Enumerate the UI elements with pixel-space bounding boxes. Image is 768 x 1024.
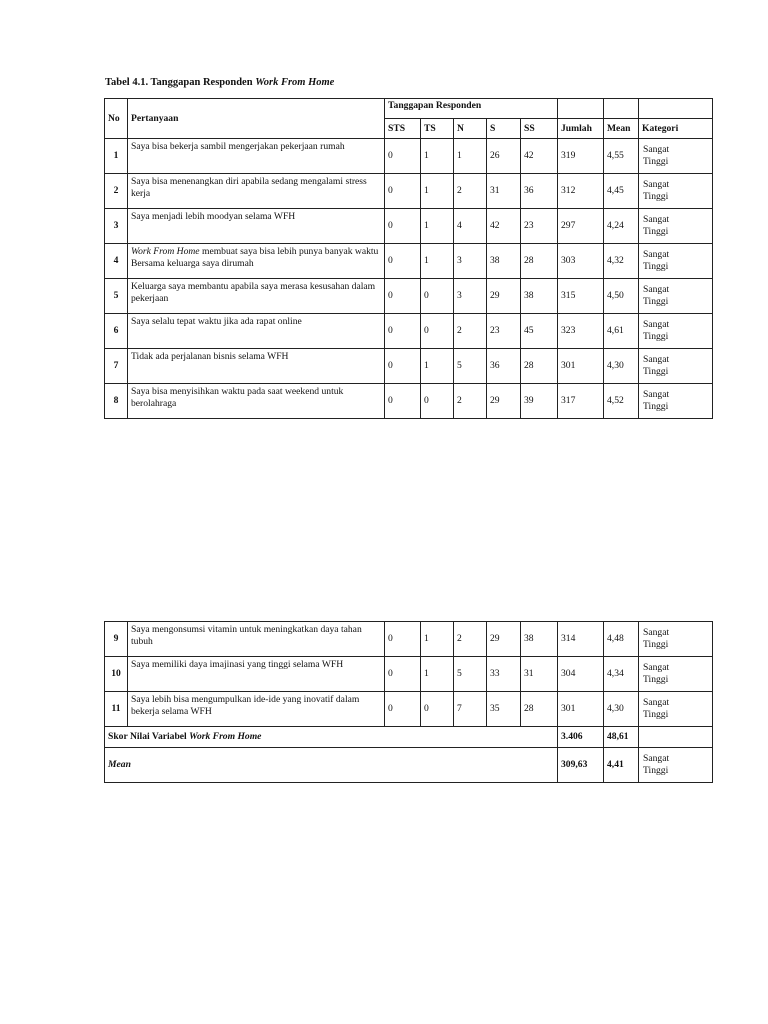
mean-label: Mean (105, 748, 558, 783)
row-kategori-line1: Sangat (643, 284, 670, 296)
responses-table-part-1 (104, 98, 713, 419)
table-row (105, 279, 713, 314)
skor-label-prefix: Skor Nilai Variabel (108, 731, 190, 742)
row-n: 1 (454, 139, 487, 174)
row-ss: 38 (521, 622, 558, 657)
row-question-text: Saya menjadi lebih moodyan selama WFH (131, 211, 296, 222)
row-ts: 1 (421, 174, 454, 209)
row-kategori (639, 657, 713, 692)
table-row (105, 692, 713, 727)
row-ss: 38 (521, 279, 558, 314)
header-row-1 (105, 99, 713, 119)
row-jumlah: 297 (558, 209, 604, 244)
table-row (105, 384, 713, 419)
row-kategori-line2: Tinggi (643, 674, 669, 685)
row-s: 23 (487, 314, 521, 349)
row-question (128, 139, 385, 174)
row-s: 29 (487, 622, 521, 657)
row-kategori-line1: Sangat (643, 319, 670, 331)
row-no: 7 (105, 349, 128, 384)
row-jumlah: 301 (558, 349, 604, 384)
row-mean: 4,50 (604, 279, 639, 314)
row-question (128, 314, 385, 349)
row-mean: 4,45 (604, 174, 639, 209)
row-mean: 4,24 (604, 209, 639, 244)
row-n: 5 (454, 349, 487, 384)
mean-row (105, 748, 713, 783)
row-jumlah: 323 (558, 314, 604, 349)
row-sts: 0 (385, 692, 421, 727)
row-kategori-line1: Sangat (643, 214, 670, 226)
row-question-text: Saya bisa menenangkan diri apabila sedang mengalami stress kerja (131, 176, 367, 199)
responses-table-part-2 (104, 621, 713, 783)
row-mean: 4,55 (604, 139, 639, 174)
row-kategori-line1: Sangat (643, 697, 670, 709)
row-ts: 1 (421, 349, 454, 384)
header-blank-kategori (639, 99, 713, 119)
table-row (105, 174, 713, 209)
row-question-text: Saya bisa menyisihkan waktu pada saat weekend untuk berolahraga (131, 386, 344, 409)
row-kategori-line1: Sangat (643, 389, 670, 401)
row-no: 2 (105, 174, 128, 209)
row-mean: 4,32 (604, 244, 639, 279)
row-ss: 23 (521, 209, 558, 244)
row-n: 3 (454, 244, 487, 279)
row-n: 3 (454, 279, 487, 314)
row-kategori-line1: Sangat (643, 179, 670, 191)
row-ts: 1 (421, 209, 454, 244)
row-kategori (639, 139, 713, 174)
row-ss: 31 (521, 657, 558, 692)
row-ts: 0 (421, 314, 454, 349)
row-kategori-line2: Tinggi (643, 709, 669, 720)
header-ts: TS (421, 119, 454, 139)
row-s: 36 (487, 349, 521, 384)
row-sts: 0 (385, 139, 421, 174)
skor-jumlah: 3.406 (558, 727, 604, 748)
mean-kategori (639, 748, 713, 783)
row-mean: 4,30 (604, 349, 639, 384)
row-kategori (639, 174, 713, 209)
row-s: 31 (487, 174, 521, 209)
row-mean: 4,61 (604, 314, 639, 349)
row-question-text: Keluarga saya membantu apabila saya merasa kesusahan dalam pekerjaan (131, 281, 376, 304)
row-mean: 4,34 (604, 657, 639, 692)
row-no: 8 (105, 384, 128, 419)
row-question-text: Saya memiliki daya imajinasi yang tinggi selama WFH (131, 659, 344, 670)
row-jumlah: 317 (558, 384, 604, 419)
row-jumlah: 304 (558, 657, 604, 692)
row-question (128, 209, 385, 244)
table-row (105, 139, 713, 174)
mean-mean: 4,41 (604, 748, 639, 783)
row-kategori-line2: Tinggi (643, 366, 669, 377)
mean-kategori-line2: Tinggi (643, 765, 669, 776)
row-mean: 4,52 (604, 384, 639, 419)
row-kategori-line1: Sangat (643, 144, 670, 156)
row-sts: 0 (385, 657, 421, 692)
row-ts: 1 (421, 244, 454, 279)
row-s: 26 (487, 139, 521, 174)
row-sts: 0 (385, 314, 421, 349)
table-row (105, 209, 713, 244)
row-s: 38 (487, 244, 521, 279)
row-kategori (639, 209, 713, 244)
caption-emphasis: Work From Home (255, 77, 335, 88)
header-pertanyaan: Pertanyaan (128, 99, 385, 139)
table-row (105, 314, 713, 349)
table-row (105, 657, 713, 692)
row-s: 42 (487, 209, 521, 244)
row-question-text: Saya selalu tepat waktu jika ada rapat online (131, 316, 302, 327)
row-jumlah: 303 (558, 244, 604, 279)
row-kategori-line2: Tinggi (643, 639, 669, 650)
row-question (128, 279, 385, 314)
row-question (128, 174, 385, 209)
row-kategori (639, 384, 713, 419)
row-ss: 28 (521, 692, 558, 727)
row-kategori (639, 244, 713, 279)
row-no: 5 (105, 279, 128, 314)
row-ss: 36 (521, 174, 558, 209)
row-s: 35 (487, 692, 521, 727)
row-ss: 28 (521, 349, 558, 384)
row-question-text: Saya lebih bisa mengumpulkan ide-ide yang inovatif dalam bekerja selama WFH (131, 694, 360, 717)
row-ts: 1 (421, 657, 454, 692)
row-ss: 45 (521, 314, 558, 349)
row-s: 29 (487, 279, 521, 314)
row-kategori (639, 622, 713, 657)
row-n: 5 (454, 657, 487, 692)
header-mean: Mean (604, 119, 639, 139)
row-n: 2 (454, 174, 487, 209)
row-kategori-line1: Sangat (643, 627, 670, 639)
row-no: 4 (105, 244, 128, 279)
row-ts: 1 (421, 139, 454, 174)
row-ts: 0 (421, 384, 454, 419)
table-row (105, 244, 713, 279)
mean-jumlah: 309,63 (558, 748, 604, 783)
skor-row (105, 727, 713, 748)
row-kategori-line2: Tinggi (643, 156, 669, 167)
row-question-text: Saya mengonsumsi vitamin untuk meningkatkan daya tahan tubuh (131, 624, 362, 647)
header-s: S (487, 119, 521, 139)
row-kategori (639, 279, 713, 314)
row-question (128, 244, 385, 279)
skor-label (105, 727, 558, 748)
row-no: 1 (105, 139, 128, 174)
row-kategori (639, 692, 713, 727)
header-no: No (105, 99, 128, 139)
header-n: N (454, 119, 487, 139)
row-sts: 0 (385, 349, 421, 384)
row-jumlah: 301 (558, 692, 604, 727)
row-kategori-line1: Sangat (643, 354, 670, 366)
row-question (128, 657, 385, 692)
row-question (128, 692, 385, 727)
row-sts: 0 (385, 209, 421, 244)
caption-prefix: Tabel 4.1. Tanggapan Responden (105, 77, 256, 88)
row-s: 33 (487, 657, 521, 692)
row-no: 11 (105, 692, 128, 727)
row-ss: 42 (521, 139, 558, 174)
row-ss: 39 (521, 384, 558, 419)
row-sts: 0 (385, 622, 421, 657)
row-sts: 0 (385, 279, 421, 314)
table-row (105, 349, 713, 384)
row-no: 9 (105, 622, 128, 657)
row-question (128, 384, 385, 419)
row-kategori-line2: Tinggi (643, 261, 669, 272)
row-s: 29 (487, 384, 521, 419)
row-sts: 0 (385, 174, 421, 209)
row-jumlah: 319 (558, 139, 604, 174)
row-no: 10 (105, 657, 128, 692)
row-sts: 0 (385, 244, 421, 279)
row-kategori-line2: Tinggi (643, 331, 669, 342)
row-kategori-line2: Tinggi (643, 296, 669, 307)
row-kategori-line1: Sangat (643, 662, 670, 674)
row-n: 7 (454, 692, 487, 727)
header-blank-jumlah (558, 99, 604, 119)
table-row (105, 622, 713, 657)
row-kategori-line1: Sangat (643, 249, 670, 261)
skor-mean: 48,61 (604, 727, 639, 748)
row-sts: 0 (385, 384, 421, 419)
row-n: 4 (454, 209, 487, 244)
row-mean: 4,48 (604, 622, 639, 657)
row-no: 3 (105, 209, 128, 244)
row-ts: 1 (421, 622, 454, 657)
skor-label-emphasis: Work From Home (189, 731, 262, 742)
header-jumlah: Jumlah (558, 119, 604, 139)
row-n: 2 (454, 622, 487, 657)
row-question-emphasis: Work From Home (131, 246, 200, 257)
row-kategori (639, 349, 713, 384)
row-jumlah: 315 (558, 279, 604, 314)
row-kategori (639, 314, 713, 349)
row-no: 6 (105, 314, 128, 349)
header-sts: STS (385, 119, 421, 139)
row-kategori-line2: Tinggi (643, 401, 669, 412)
mean-kategori-line1: Sangat (643, 753, 670, 765)
row-jumlah: 314 (558, 622, 604, 657)
header-ss: SS (521, 119, 558, 139)
row-question (128, 622, 385, 657)
row-question (128, 349, 385, 384)
header-tanggapan: Tanggapan Responden (385, 99, 558, 119)
row-ss: 28 (521, 244, 558, 279)
row-question-text: Tidak ada perjalanan bisnis selama WFH (131, 351, 289, 362)
row-question-text: Saya bisa bekerja sambil mengerjakan pekerjaan rumah (131, 141, 345, 152)
row-ts: 0 (421, 279, 454, 314)
row-question-text: membuat saya bisa lebih punya banyak waktu Bersama keluarga saya dirumah (131, 246, 379, 269)
row-n: 2 (454, 314, 487, 349)
row-mean: 4,30 (604, 692, 639, 727)
skor-kategori-blank (639, 727, 713, 748)
table-caption (105, 77, 334, 88)
row-ts: 0 (421, 692, 454, 727)
row-n: 2 (454, 384, 487, 419)
header-blank-mean (604, 99, 639, 119)
row-kategori-line2: Tinggi (643, 226, 669, 237)
row-kategori-line2: Tinggi (643, 191, 669, 202)
header-kategori: Kategori (639, 119, 713, 139)
row-jumlah: 312 (558, 174, 604, 209)
